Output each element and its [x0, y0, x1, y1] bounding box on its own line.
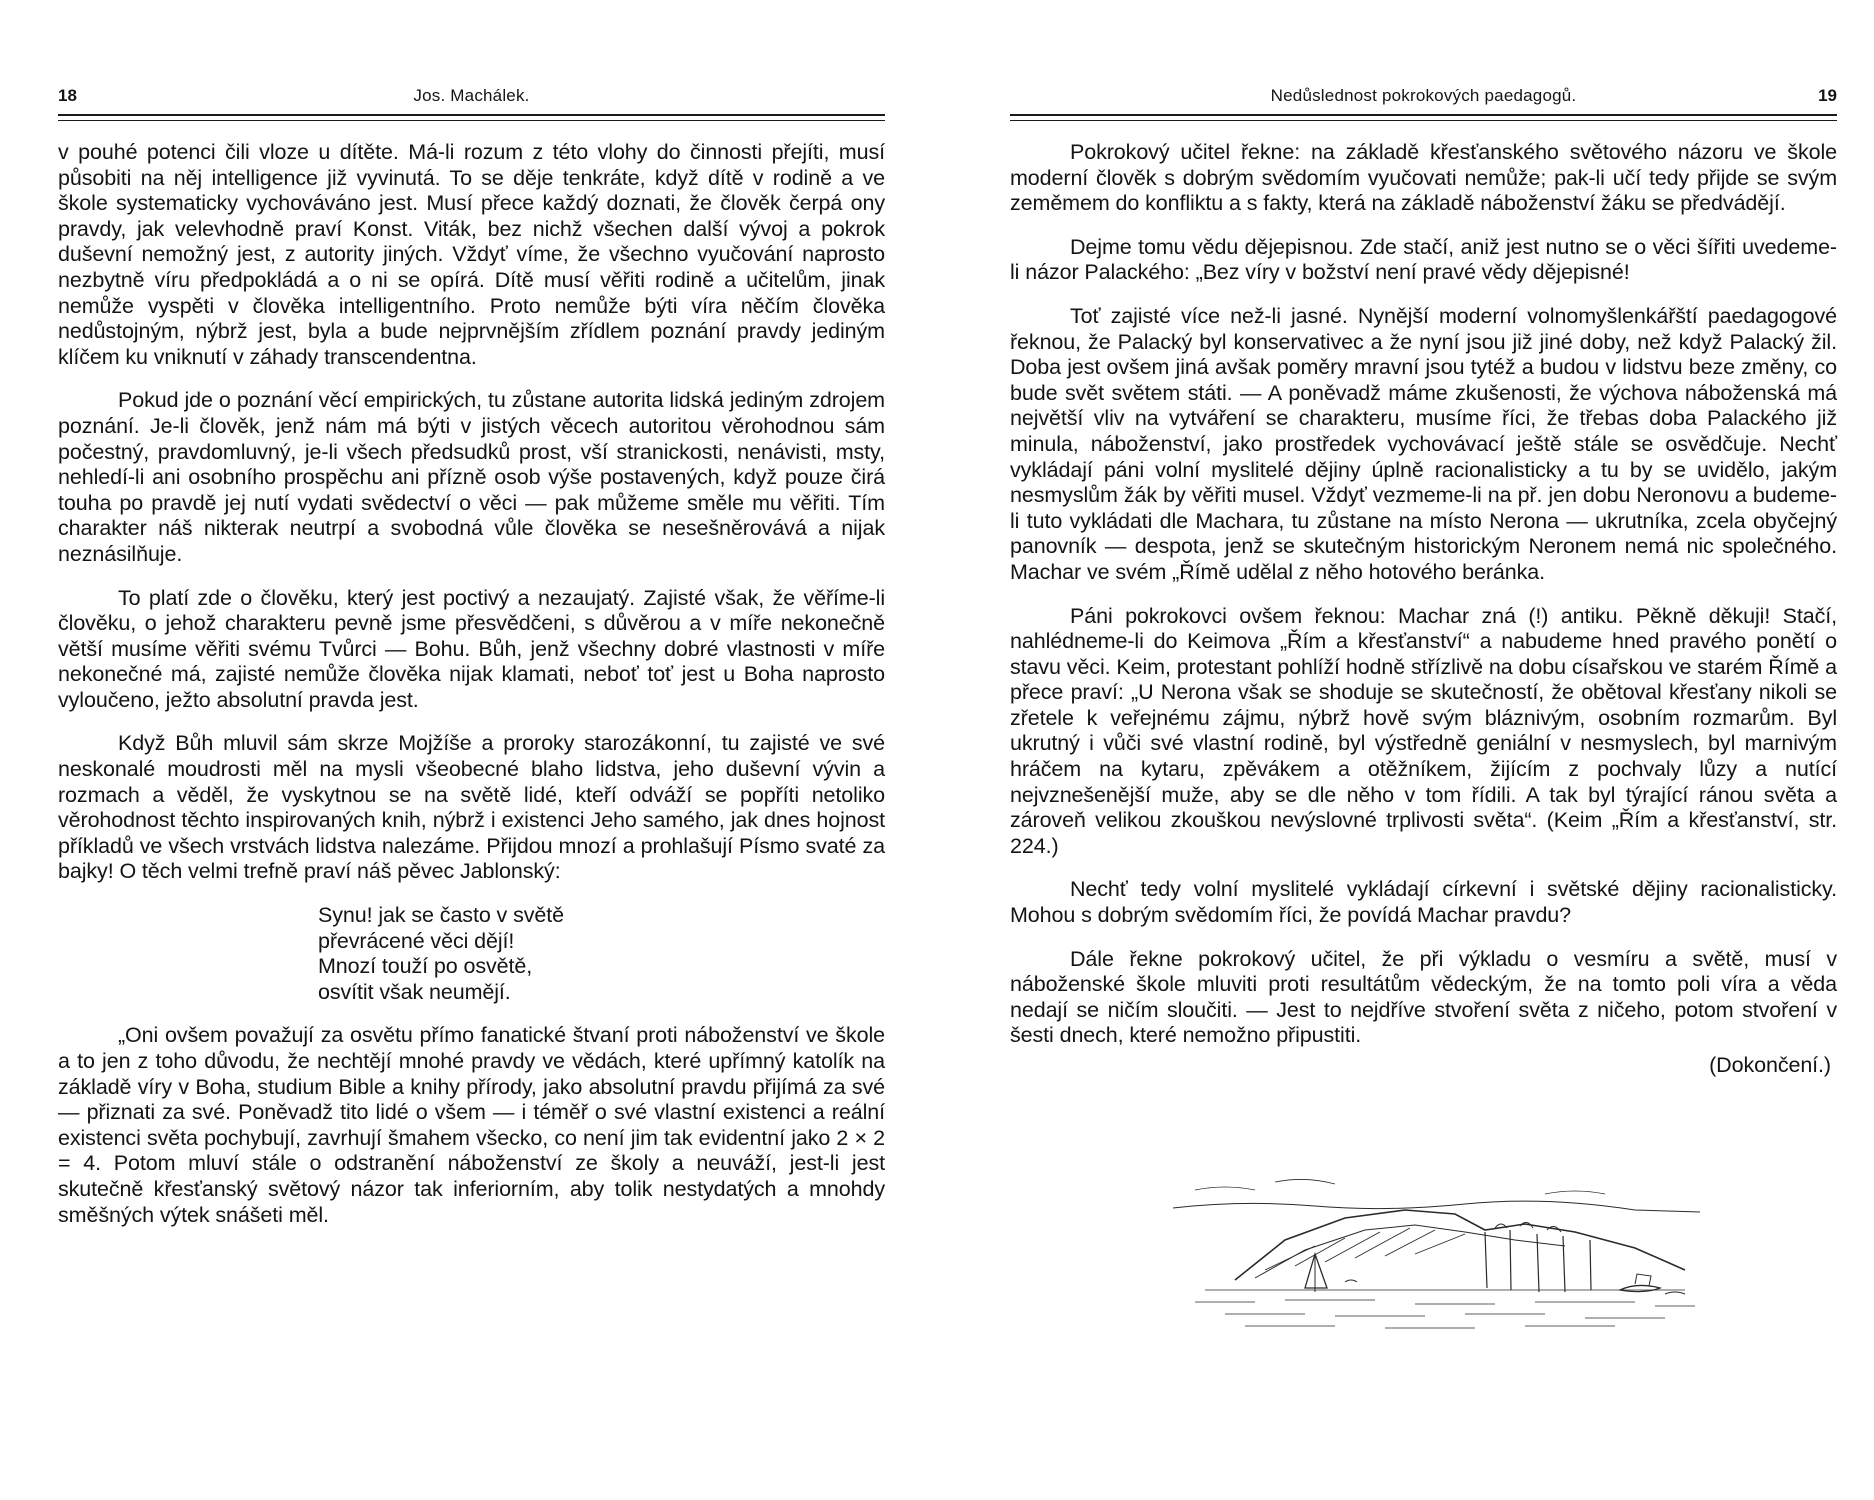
page-number: 19 [1818, 86, 1837, 105]
right-page-header [1010, 86, 1837, 112]
poem-line: Mnozí touží po osvětě, [318, 954, 533, 979]
paragraph: Pokud jde o poznání věcí empirických, tu zůstane autorita lidská jediným zdrojem poznání. Je-li člověk, jenž nám má býti v jistých věcech autoritou věrohodnou sám počestný, pravdomluvný, je-li všech předsudků prost, vší stranickosti, nenávisti, msty, nehledí-li ani osobního prospěchu ani přízně osob výše postavených, když pouze čirá touha po pravdě jej nutí vydati svědectví o věci — pak můžeme směle mu věřiti. Tím charakter náš nikterak neutrpí a svobodná vůle člověka se nesešněrovává a nijak neznásilňuje. [58, 388, 885, 566]
paragraph: Toť zajisté více než-li jasné. Nynější moderní volnomyšlenkářští paedagogové řeknou, že Palacký byl konservativec a že nyní jsou již jiné doby, než když Palacký žil. Doba jest ovšem jiná avšak poměry mravní jsou tytéž a budou v lidstvu beze změny, co bude svět světem státi. — A poněvadž máme zkušenosti, že výchova náboženská má největší vliv na vytváření se charakteru, musíme říci, že třebas doba Palackého již minula, náboženství, jako prostředek vychovávací ještě stále se osvědčuje. Nechť vykládají páni volní myslitelé dějiny úplně racionalisticky a tu by se uvidělo, jakým nesmyslům žák by věřiti musel. Vždyť vezmeme-li na př. jen dobu Neronovu a budeme-li tuto vykládati dle Machara, tu zůstane na místo Nerona — ukrutníka, zcela obyčejný panovník — despota, jenž se skutečným historickým Neronem nemá nic společného. Machar ve svém „Římě udělal z něho hotového beránka. [1010, 303, 1837, 584]
right-page-body [1010, 140, 1837, 1079]
running-head: Jos. Machálek. [413, 86, 530, 105]
left-page-header [58, 86, 885, 112]
header-rule [58, 114, 885, 121]
paragraph: „Oni ovšem považují za osvětu přímo fanatické štvaní proti náboženství ve škole a to jen z toho důvodu, že nechtějí mnohé pravdy ve vědách, které upřímný katolík na základě víry v Boha, studium Bible a knihy přírody, jako absolutní pravdu přijímá za své — přiznati za své. Poněvadž tito lidé o všem — i téměř o své vlastní existenci a reální existenci světa pochybují, zavrhují šmahem všecko, co není jim tak evidentní jako 2 × 2 = 4. Potom mluví stále o odstranění náboženství ze školy a neuváží, jest-li jest skutečně křesťanský světový názor tak inferiorním, aby tolik nestydatých a mnohdy směšných výtek snášeti měl. [58, 1023, 885, 1227]
paragraph: Dejme tomu vědu dějepisnou. Zde stačí, aniž jest nutno se o věci šířiti uvedeme-li názor Palackého: „Bez víry v božství není pravé vědy dějepisné! [1010, 234, 1837, 285]
paragraph: Pokrokový učitel řekne: na základě křesťanského světového názoru ve škole moderní člověk s dobrým svědomím vyučovati nemůže; pak-li učí tedy přijde se svým zeměmem do konfliktu a s fakty, která na základě náboženství žáku se předvádějí. [1010, 140, 1837, 216]
paragraph: Když Bůh mluvil sám skrze Mojžíše a proroky starozákonní, tu zajisté ve své neskonalé moudrosti měl na mysli všeobecné blaho lidstva, jeho duševní vývin a rozmach a věděl, že vyskytnou se na světě lidé, kteří odváží se popříti netoliko věrohodnost těchto inspirovaných knih, nýbrž i existenci Jeho samého, jak dnes hojnost příkladů ve všech vrstvách lidstva nalezáme. Přijdou mnozí a prohlašují Písmo svaté za bajky! O těch velmi trefně praví náš pěvec Jablonský: [58, 731, 885, 884]
right-page [1010, 0, 1837, 1500]
landscape-vignette [1165, 1170, 1710, 1335]
lake-illustration [1165, 1170, 1710, 1335]
poem [318, 903, 885, 1005]
left-page-body [58, 140, 885, 1246]
left-page [58, 0, 885, 1500]
poem-line: Synu! jak se často v světě [318, 903, 564, 928]
paragraph: v pouhé potenci čili vloze u dítěte. Má-li rozum z této vlohy do činnosti přejíti, musí působiti na něj intelligence již vyvinutá. To se děje tenkráte, když dítě v rodině a ve škole systematicky vychováváno jest. Musí přece každý doznati, že člověk čerpá ony pravdy, jak velevhodně praví Konst. Viták, bez nichž všechen další vývoj a pokrok duševní nemožný jest, z autority jiných. Vždyť víme, že všechno vyučování naprosto nezbytně víru předpokládá a o ni se opírá. Dítě musí věřiti rodině a učitelům, jinak nemůže vyspěti v člověka intelligentního. Proto nemůže býti víra něčím člověka nedůstojným, nýbrž jest, byla a bude nejprvnějším zřídlem poznání pravdy jediným klíčem ku vniknutí v záhady transcendentna. [58, 140, 885, 369]
paragraph: Páni pokrokovci ovšem řeknou: Machar zná (!) antiku. Pěkně děkuji! Stačí, nahlédneme-li do Keimova „Řím a křesťanství“ a nabudeme hned pravého ponětí o stavu věci. Keim, protestant pohlíží hodně střízlivě na dobu císařskou ve starém Římě a přece praví: „U Nerona však se shoduje se skutečností, že obětoval křesťany nikoli se zřetele k veřejnému zájmu, nýbrž hově svým bláznivým, osobním rozmarům. Byl ukrutný i vůči své vlastní rodině, byl výstředně geniální v nesmyslech, byl marnivým hráčem na kytaru, zpěvákem a otěžníkem, žijícím z pochvaly lůzy a nutící nejvznešenější muže, aby se dle něho v tom řídili. A tak byl týrající ránou světa a zároveň velikou zkouškou nevýslovné trplivosti světa“. (Keim „Řím a křesťanství, str. 224.) [1010, 603, 1837, 858]
paragraph: Nechť tedy volní myslitelé vykládají církevní i světské dějiny racionalisticky. Mohou s dobrým svědomím říci, že povídá Machar pravdu? [1010, 877, 1837, 928]
running-head: Nedůslednost pokrokových paedagogů. [1270, 86, 1577, 105]
header-rule [1010, 114, 1837, 121]
poem-line: osvítit však neumějí. [318, 979, 511, 1004]
paragraph: To platí zde o člověku, který jest poctivý a nezaujatý. Zajisté však, že věříme-li člověku, o jehož charakteru pevně jsme přesvědčeni, s důvěrou a v míře nekonečně větší musíme věřiti svému Tvůrci — Bohu. Bůh, jenž všechny dobré vlastnosti v míře nekonečné má, zajisté nemůže člověka nijak klamati, neboť toť jest u Boha naprosto vyloučeno, ježto absolutní pravda jest. [58, 585, 885, 712]
continuation-note: (Dokončení.) [1709, 1053, 1831, 1077]
paragraph: Dále řekne pokrokový učitel, že při výkladu o vesmíru a světě, musí v náboženské škole mluviti proti resultátům vědeckým, že na tomto poli víra a věda nedají se ničím sloučiti. — Jest to nejdříve stvoření světa z ničeho, potom stvoření v šesti dnech, které nemožno připustiti. [1010, 946, 1837, 1048]
poem-line: převrácené věci dějí! [318, 928, 515, 953]
page-number: 18 [58, 86, 77, 105]
